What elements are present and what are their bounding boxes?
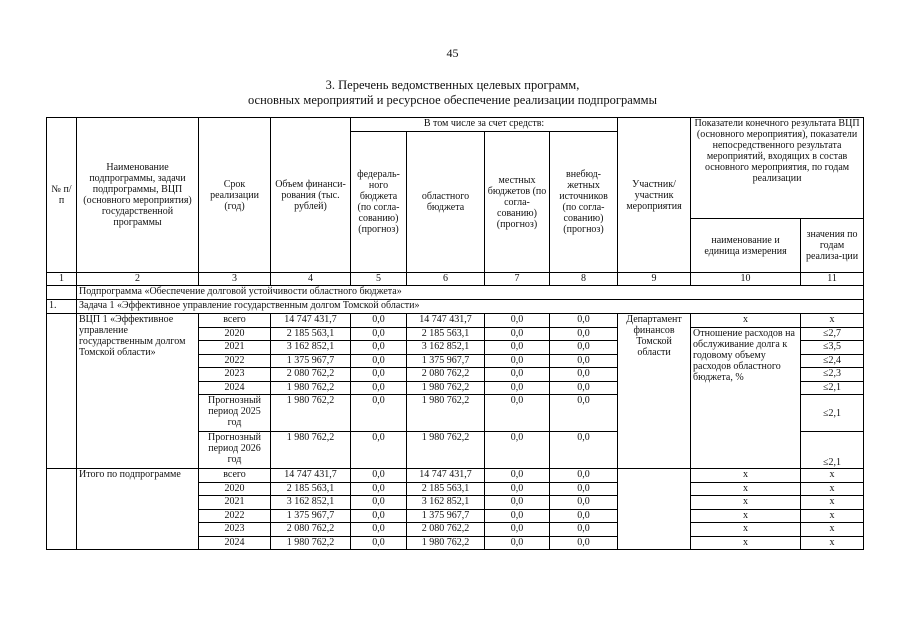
- vcp-extra: 0,0: [550, 354, 618, 368]
- itogo-indicator-value: x: [801, 496, 864, 510]
- vcp-regional: 14 747 431,7: [407, 314, 485, 328]
- vcp-indicator-name: x: [691, 314, 801, 328]
- vcp-federal: 0,0: [351, 341, 407, 355]
- vcp-regional: 1 980 762,2: [407, 395, 485, 432]
- itogo-period: 2022: [199, 509, 271, 523]
- vcp-period: 2021: [199, 341, 271, 355]
- itogo-federal: 0,0: [351, 509, 407, 523]
- vcp-name: ВЦП 1 «Эффективное управление государственным долгом Томской области»: [77, 314, 199, 469]
- vcp-local: 0,0: [485, 381, 550, 395]
- col-number: 9: [618, 273, 691, 286]
- itogo-extra: 0,0: [550, 523, 618, 537]
- itogo-regional: 14 747 431,7: [407, 469, 485, 483]
- vcp-federal: 0,0: [351, 395, 407, 432]
- vcp-federal: 0,0: [351, 368, 407, 382]
- itogo-local: 0,0: [485, 536, 550, 550]
- vcp-regional: 2 185 563,1: [407, 327, 485, 341]
- itogo-extra: 0,0: [550, 482, 618, 496]
- program-table: [46, 117, 864, 550]
- header-name: Наименование подпрограммы, задачи подпрограммы, ВЦП (основного мероприятия) государственной программы: [77, 118, 199, 273]
- vcp-indicator-value: ≤2,1: [801, 381, 864, 395]
- vcp-indicator-value: ≤2,3: [801, 368, 864, 382]
- subprogram-title: Подпрограмма «Обеспечение долговой устойчивости областного бюджета»: [77, 286, 864, 300]
- itogo-indicator-value: x: [801, 482, 864, 496]
- header-indicators-group: Показатели конечного результата ВЦП (основного мероприятия), показатели непосредственного результата мероприятий, входящих в состав основного мероприятия, по годам реализации: [691, 118, 864, 219]
- vcp-extra: 0,0: [550, 341, 618, 355]
- col-number: 5: [351, 273, 407, 286]
- vcp-total: 2 080 762,2: [271, 368, 351, 382]
- vcp-total: 1 375 967,7: [271, 354, 351, 368]
- task-num: 1.: [47, 300, 77, 314]
- title-line-2: основных мероприятий и ресурсное обеспечение реализации подпрограммы: [248, 93, 657, 107]
- vcp-federal: 0,0: [351, 327, 407, 341]
- header-participant: Участник/ участник мероприятия: [618, 118, 691, 273]
- itogo-indicator-name: x: [691, 523, 801, 537]
- header-num: № п/п: [47, 118, 77, 273]
- itogo-regional: 3 162 852,1: [407, 496, 485, 510]
- vcp-total: 1 980 762,2: [271, 395, 351, 432]
- itogo-indicator-name: x: [691, 509, 801, 523]
- vcp-total: 14 747 431,7: [271, 314, 351, 328]
- header-sources-group: В том числе за счет средств:: [351, 118, 618, 132]
- vcp-period: Прогнозный период 2025 год: [199, 395, 271, 432]
- itogo-indicator-value: x: [801, 509, 864, 523]
- vcp-period: всего: [199, 314, 271, 328]
- itogo-period: 2021: [199, 496, 271, 510]
- header-period: Срок реализации (год): [199, 118, 271, 273]
- vcp-period: 2022: [199, 354, 271, 368]
- itogo-total: 2 185 563,1: [271, 482, 351, 496]
- vcp-regional: 1 980 762,2: [407, 381, 485, 395]
- itogo-indicator-value: x: [801, 536, 864, 550]
- vcp-period: 2023: [199, 368, 271, 382]
- col-number: 10: [691, 273, 801, 286]
- header-regional: областного бюджета: [407, 132, 485, 273]
- vcp-local: 0,0: [485, 341, 550, 355]
- vcp-federal: 0,0: [351, 381, 407, 395]
- header-federal: федераль-ного бюджета (по согла-сованию) (прогноз): [351, 132, 407, 273]
- itogo-indicator-value: x: [801, 523, 864, 537]
- itogo-extra: 0,0: [550, 536, 618, 550]
- itogo-regional: 2 185 563,1: [407, 482, 485, 496]
- title-line-1: 3. Перечень ведомственных целевых программ,: [325, 78, 580, 92]
- header-indicator-name: наименование и единица измерения: [691, 219, 801, 273]
- itogo-regional: 2 080 762,2: [407, 523, 485, 537]
- vcp-row: [47, 314, 864, 328]
- itogo-federal: 0,0: [351, 523, 407, 537]
- vcp-period: 2020: [199, 327, 271, 341]
- itogo-total: 14 747 431,7: [271, 469, 351, 483]
- col-number: 7: [485, 273, 550, 286]
- vcp-local: 0,0: [485, 368, 550, 382]
- header-local: местных бюджетов (по согла-сованию) (прогноз): [485, 132, 550, 273]
- header-extra: внебюд-жетных источников (по согла-сованию) (прогноз): [550, 132, 618, 273]
- vcp-regional: 3 162 852,1: [407, 341, 485, 355]
- vcp-indicator-value: ≤2,1: [801, 432, 864, 469]
- col-number: 4: [271, 273, 351, 286]
- itogo-period: всего: [199, 469, 271, 483]
- itogo-federal: 0,0: [351, 536, 407, 550]
- itogo-name: Итого по подпрограмме: [77, 469, 199, 550]
- itogo-local: 0,0: [485, 482, 550, 496]
- itogo-period: 2020: [199, 482, 271, 496]
- itogo-regional: 1 375 967,7: [407, 509, 485, 523]
- col-number: 3: [199, 273, 271, 286]
- itogo-regional: 1 980 762,2: [407, 536, 485, 550]
- vcp-total: 1 980 762,2: [271, 381, 351, 395]
- itogo-indicator-name: x: [691, 496, 801, 510]
- itogo-participant-cell: [618, 469, 691, 550]
- itogo-total: 1 980 762,2: [271, 536, 351, 550]
- itogo-indicator-value: x: [801, 469, 864, 483]
- itogo-local: 0,0: [485, 523, 550, 537]
- vcp-extra: 0,0: [550, 432, 618, 469]
- col-number: 6: [407, 273, 485, 286]
- vcp-federal: 0,0: [351, 354, 407, 368]
- subprogram-num-cell: [47, 286, 77, 300]
- itogo-period: 2023: [199, 523, 271, 537]
- vcp-local: 0,0: [485, 432, 550, 469]
- itogo-federal: 0,0: [351, 469, 407, 483]
- vcp-extra: 0,0: [550, 395, 618, 432]
- vcp-participant: Департамент финансов Томской области: [618, 314, 691, 469]
- header-row-1: [47, 118, 864, 132]
- itogo-indicator-name: x: [691, 469, 801, 483]
- col-number: 11: [801, 273, 864, 286]
- vcp-period: 2024: [199, 381, 271, 395]
- header-volume: Объем финанси-рования (тыс. рублей): [271, 118, 351, 273]
- itogo-num-cell: [47, 469, 77, 550]
- col-number: 1: [47, 273, 77, 286]
- vcp-num-cell: [47, 314, 77, 469]
- vcp-extra: 0,0: [550, 368, 618, 382]
- itogo-extra: 0,0: [550, 469, 618, 483]
- vcp-regional: 2 080 762,2: [407, 368, 485, 382]
- vcp-total: 1 980 762,2: [271, 432, 351, 469]
- vcp-federal: 0,0: [351, 432, 407, 469]
- vcp-total: 3 162 852,1: [271, 341, 351, 355]
- vcp-regional: 1 375 967,7: [407, 354, 485, 368]
- itogo-local: 0,0: [485, 469, 550, 483]
- column-numbers-row: [47, 273, 864, 286]
- vcp-local: 0,0: [485, 314, 550, 328]
- itogo-period: 2024: [199, 536, 271, 550]
- vcp-indicator-name: Отношение расходов на обслуживание долга к годовому объему расходов областного бюджета, %: [691, 327, 801, 469]
- vcp-local: 0,0: [485, 395, 550, 432]
- vcp-total: 2 185 563,1: [271, 327, 351, 341]
- vcp-regional: 1 980 762,2: [407, 432, 485, 469]
- vcp-indicator-value: ≤3,5: [801, 341, 864, 355]
- itogo-extra: 0,0: [550, 509, 618, 523]
- itogo-total: 2 080 762,2: [271, 523, 351, 537]
- vcp-extra: 0,0: [550, 327, 618, 341]
- page-number: 45: [446, 46, 459, 60]
- itogo-total: 3 162 852,1: [271, 496, 351, 510]
- itogo-federal: 0,0: [351, 496, 407, 510]
- col-number: 8: [550, 273, 618, 286]
- vcp-indicator-value: ≤2,7: [801, 327, 864, 341]
- header-indicator-value: значения по годам реализа-ции: [801, 219, 864, 273]
- itogo-federal: 0,0: [351, 482, 407, 496]
- itogo-local: 0,0: [485, 509, 550, 523]
- itogo-indicator-name: x: [691, 482, 801, 496]
- task-title: Задача 1 «Эффективное управление государственным долгом Томской области»: [77, 300, 864, 314]
- itogo-total: 1 375 967,7: [271, 509, 351, 523]
- vcp-local: 0,0: [485, 327, 550, 341]
- itogo-indicator-name: x: [691, 536, 801, 550]
- vcp-indicator-value: ≤2,4: [801, 354, 864, 368]
- vcp-extra: 0,0: [550, 381, 618, 395]
- document-title: [0, 78, 905, 108]
- vcp-local: 0,0: [485, 354, 550, 368]
- vcp-extra: 0,0: [550, 314, 618, 328]
- subprogram-row: [47, 286, 864, 300]
- vcp-federal: 0,0: [351, 314, 407, 328]
- vcp-period: Прогнозный период 2026 год: [199, 432, 271, 469]
- itogo-row: [47, 469, 864, 483]
- vcp-indicator-value: x: [801, 314, 864, 328]
- vcp-indicator-value: ≤2,1: [801, 395, 864, 432]
- task-row: [47, 300, 864, 314]
- itogo-extra: 0,0: [550, 496, 618, 510]
- col-number: 2: [77, 273, 199, 286]
- itogo-local: 0,0: [485, 496, 550, 510]
